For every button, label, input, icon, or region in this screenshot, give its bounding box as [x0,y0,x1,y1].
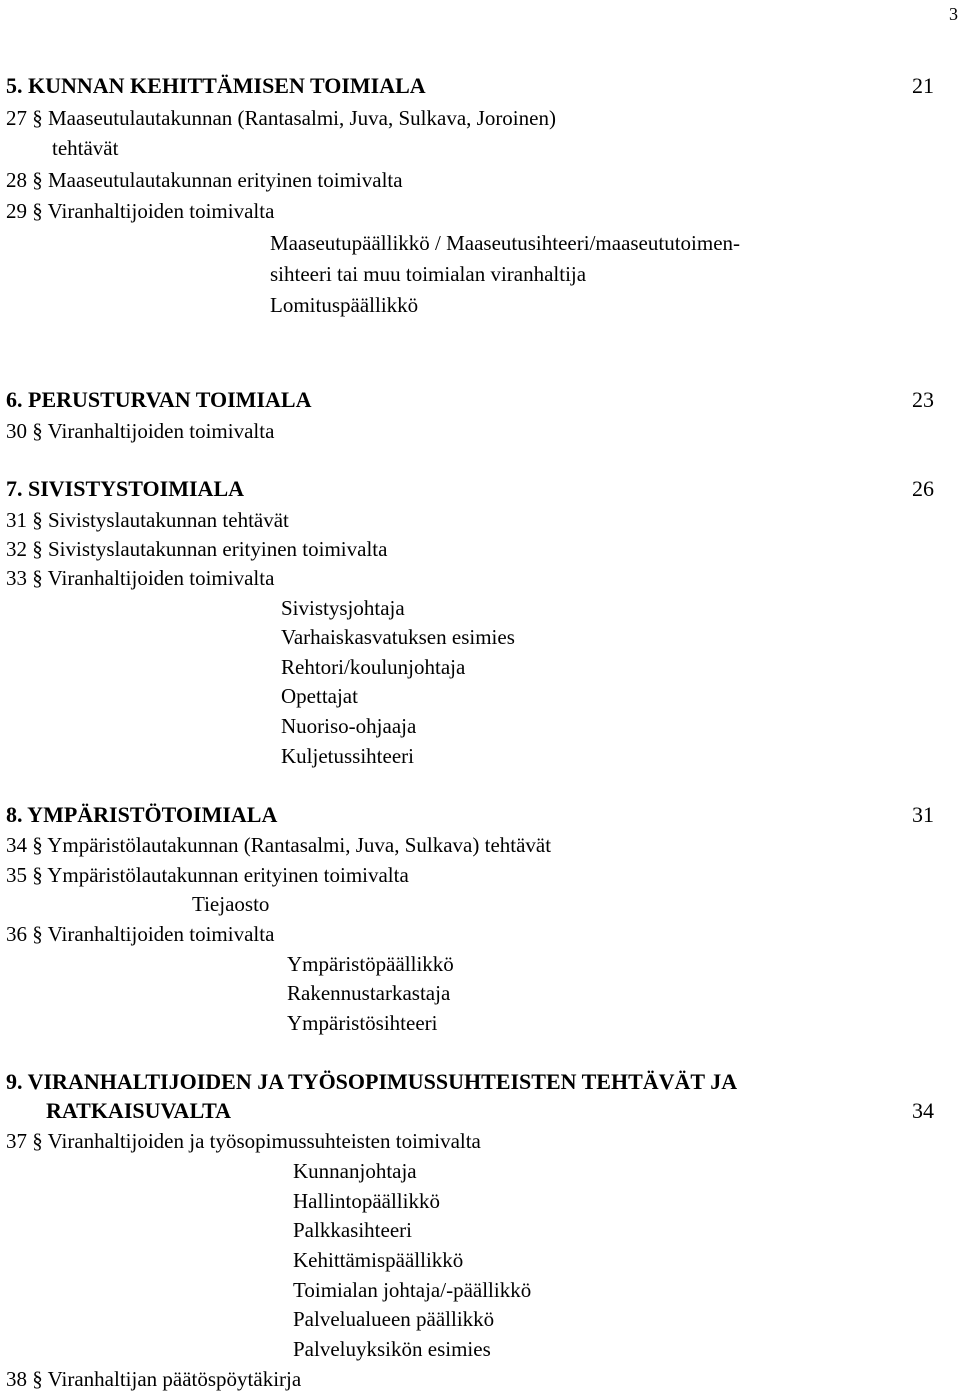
section-8-title: 8. YMPÄRISTÖTOIMIALA [6,802,278,827]
section-5-heading [6,71,960,101]
official-palveluyksikon-esimies: Palveluyksikön esimies [293,1337,491,1361]
section-5-page: 21 [912,73,934,98]
section-8-heading [6,800,960,830]
section-6-heading [6,385,960,415]
item-30: 30 § Viranhaltijoiden toimivalta [6,419,275,443]
section-9-page: 34 [912,1098,934,1123]
official-maaseutupaallikko: Maaseutupäällikkö / Maaseutusihteeri/maaseututoimen- [270,231,741,255]
official-ymparistopaallikko: Ympäristöpäällikkö [287,952,454,976]
item-34: 34 § Ympäristölautakunnan (Rantasalmi, Juva, Sulkava) tehtävät [6,833,552,857]
official-lomituspaallikko: Lomituspäällikkö [270,293,419,317]
official-toimialan-johtaja: Toimialan johtaja/-päällikkö [293,1278,532,1302]
official-kehittamispaallikko: Kehittämispäällikkö [293,1248,464,1272]
official-kuljetussihteeri: Kuljetussihteeri [281,744,414,768]
item-31: 31 § Sivistyslautakunnan tehtävät [6,508,289,532]
official-rehtori: Rehtori/koulunjohtaja [281,655,466,679]
item-29: 29 § Viranhaltijoiden toimivalta [6,199,275,223]
item-27: 27 § Maaseutulautakunnan (Rantasalmi, Juva, Sulkava, Joroinen) [6,106,556,130]
item-28: 28 § Maaseutulautakunnan erityinen toimivalta [6,168,403,192]
section-7-page: 26 [912,476,934,501]
section-6-title: 6. PERUSTURVAN TOIMIALA [6,387,312,412]
section-9-heading-line1: 9. VIRANHALTIJOIDEN JA TYÖSOPIMUSSUHTEISTEN TEHTÄVÄT JA [6,1069,738,1094]
item-33: 33 § Viranhaltijoiden toimivalta [6,566,275,590]
official-hallintopaallikko: Hallintopäällikkö [293,1189,440,1213]
official-kunnanjohtaja: Kunnanjohtaja [293,1159,417,1183]
item-36: 36 § Viranhaltijoiden toimivalta [6,922,275,946]
official-ymparistosihteeri: Ympäristösihteeri [287,1011,438,1035]
official-palvelualueen-paallikko: Palvelualueen päällikkö [293,1307,495,1331]
item-37: 37 § Viranhaltijoiden ja työsopimussuhteisten toimivalta [6,1129,481,1153]
section-5-title: 5. KUNNAN KEHITTÄMISEN TOIMIALA [6,73,426,98]
official-nuoriso-ohjaaja: Nuoriso-ohjaaja [281,714,417,738]
item-35: 35 § Ympäristölautakunnan erityinen toimivalta [6,863,409,887]
official-varhaiskasvatus: Varhaiskasvatuksen esimies [281,625,515,649]
page-number: 3 [949,4,958,24]
section-7-title: 7. SIVISTYSTOIMIALA [6,476,245,501]
sub-tiejaosto: Tiejaosto [192,892,270,916]
official-rakennustarkastaja: Rakennustarkastaja [287,981,451,1005]
official-sivistysjohtaja: Sivistysjohtaja [281,596,405,620]
section-6-page: 23 [912,387,934,412]
section-7-heading [6,474,960,504]
section-9-title-cont: RATKAISUVALTA [46,1098,232,1123]
section-9-heading-line2 [6,1096,960,1126]
item-38: 38 § Viranhaltijan päätöspöytäkirja [6,1367,302,1391]
official-maaseutupaallikko-cont: sihteeri tai muu toimialan viranhaltija [270,262,587,286]
official-palkkasihteeri: Palkkasihteeri [293,1218,412,1242]
official-opettajat: Opettajat [281,684,358,708]
section-8-page: 31 [912,802,934,827]
item-27-cont: tehtävät [52,136,119,160]
item-32: 32 § Sivistyslautakunnan erityinen toimivalta [6,537,388,561]
